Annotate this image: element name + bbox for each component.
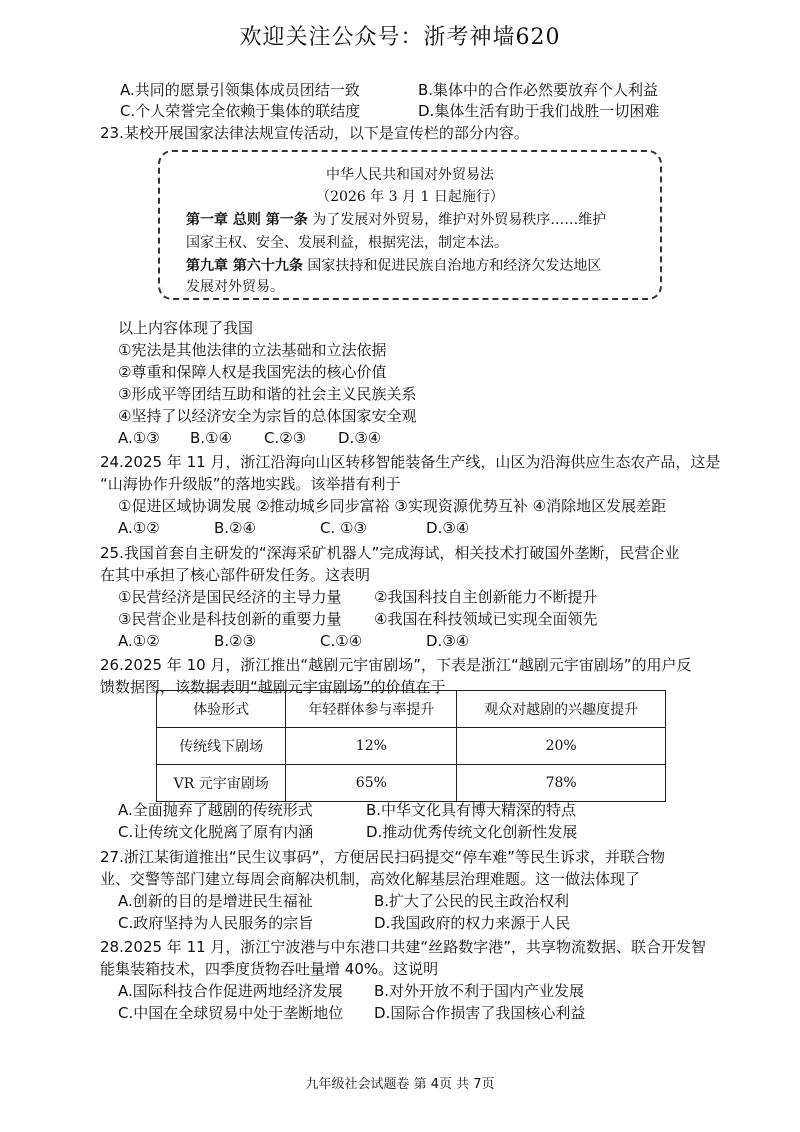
- law-article-1-line-1: 第一章 总则 第一条 为了发展对外贸易，维护对外贸易秩序……维护: [186, 212, 607, 228]
- q25-item-1: ①民营经济是国民经济的主导力量: [118, 588, 342, 606]
- q27-option-a: A.创新的目的是增进民生福祉: [118, 892, 313, 910]
- q25-option-c: C.①④: [320, 632, 363, 650]
- q24-option-b: B.②④: [214, 519, 256, 537]
- table-cell: 78%: [457, 765, 666, 802]
- q23-option-d: D.③④: [338, 429, 382, 447]
- q24-stem-line-2: “山海协作升级版”的落地实践。该举措有利于: [100, 475, 401, 493]
- q27-option-b: B.扩大了公民的民主政治权利: [374, 892, 570, 910]
- q23-item-3: ③形成平等团结互助和谐的社会主义民族关系: [118, 385, 417, 403]
- table-cell: 传统线下剧场: [157, 728, 286, 765]
- q25-option-a: A.①②: [118, 632, 160, 650]
- table-cell: 65%: [286, 765, 457, 802]
- page-footer: 九年级社会试题卷 第 4页 共 7页: [305, 1077, 495, 1092]
- law-article-69-line-1: 第九章 第六十九条 国家扶持和促进民族自治地方和经济欠发达地区: [186, 258, 602, 274]
- q26-stem-line-2: 馈数据图，该数据表明“越剧元宇宙剧场”的价值在于: [100, 678, 446, 696]
- table-header-cell: 年轻群体参与率提升: [286, 691, 457, 728]
- q23-option-b: B.①④: [190, 429, 232, 447]
- q28-stem-line-1: 28.2025 年 11 月，浙江宁波港与中东港口共建“丝路数字港”，共享物流数据、联合开发智: [100, 938, 706, 956]
- q24-items: ①促进区域协调发展 ②推动城乡同步富裕 ③实现资源优势互补 ④消除地区发展差距: [118, 497, 667, 515]
- q25-item-3: ③民营企业是科技创新的重要力量: [118, 610, 342, 628]
- q22-option-d: D.集体生活有助于我们战胜一切困难: [418, 102, 660, 120]
- q26-stem-line-1: 26.2025 年 10 月，浙江推出“越剧元宇宙剧场”，下表是浙江“越剧元宇宙剧场”的用户反: [100, 656, 692, 674]
- table-header-cell: 体验形式: [157, 691, 286, 728]
- q23-lead: 以上内容体现了我国: [118, 319, 254, 337]
- q28-stem-line-2: 能集装箱技术，四季度货物吞吐量增 40%。这说明: [100, 960, 439, 978]
- law-title: 中华人民共和国对外贸易法: [326, 167, 494, 183]
- feedback-data-table: [156, 690, 666, 802]
- q22-option-a: A.共同的愿景引领集体成员团结一致: [120, 81, 360, 99]
- page-header: 欢迎关注公众号：浙考神墙620: [239, 25, 561, 50]
- q26-option-a: A.全面抛弃了越剧的传统形式: [118, 801, 313, 819]
- q22-option-c: C.个人荣誉完全依赖于集体的联结度: [120, 102, 361, 120]
- q23-stem: 23.某校开展国家法律法规宣传活动，以下是宣传栏的部分内容。: [100, 124, 529, 142]
- q26-option-d: D.推动优秀传统文化创新性发展: [366, 823, 578, 841]
- table-header-cell: 观众对越剧的兴趣度提升: [457, 691, 666, 728]
- q24-option-c: C. ①③: [320, 519, 367, 537]
- q25-stem-line-1: 25.我国首套自主研发的“深海采矿机器人”完成海试，相关技术打破国外垄断，民营企业: [100, 544, 680, 562]
- table-row: [157, 728, 666, 765]
- q27-option-d: D.我国政府的权力来源于人民: [374, 914, 571, 932]
- table-cell: 12%: [286, 728, 457, 765]
- q28-option-b: B.对外开放不利于国内产业发展: [374, 982, 585, 1000]
- law-effective-date: （2026 年 3 月 1 日起施行）: [316, 189, 504, 205]
- q26-option-c: C.让传统文化脱离了原有内涵: [118, 823, 314, 841]
- q22-option-b: B.集体中的合作必然要放弃个人利益: [418, 81, 659, 99]
- table-header-row: [157, 691, 666, 728]
- q23-item-1: ①宪法是其他法律的立法基础和立法依据: [118, 341, 387, 359]
- q25-option-b: B.②③: [214, 632, 256, 650]
- q25-item-4: ④我国在科技领域已实现全面领先: [374, 610, 598, 628]
- q23-item-4: ④坚持了以经济安全为宗旨的总体国家安全观: [118, 407, 417, 425]
- q24-option-d: D.③④: [426, 519, 470, 537]
- q26-option-b: B.中华文化具有博大精深的特点: [366, 801, 577, 819]
- q28-option-d: D.国际合作损害了我国核心利益: [374, 1004, 586, 1022]
- q27-stem-line-2: 业、交警等部门建立每周会商解决机制，高效化解基层治理难题。这一做法体现了: [100, 870, 641, 888]
- q28-option-a: A.国际科技合作促进两地经济发展: [118, 982, 343, 1000]
- table-cell: 20%: [457, 728, 666, 765]
- table-cell: VR 元宇宙剧场: [157, 765, 286, 802]
- table-row: [157, 765, 666, 802]
- q25-stem-line-2: 在其中承担了核心部件研发任务。这表明: [100, 566, 371, 584]
- q23-option-a: A.①③: [118, 429, 160, 447]
- q24-option-a: A.①②: [118, 519, 160, 537]
- law-bulletin-box: [158, 150, 662, 300]
- q28-option-c: C.中国在全球贸易中处于垄断地位: [118, 1004, 344, 1022]
- q23-item-2: ②尊重和保障人权是我国宪法的核心价值: [118, 363, 387, 381]
- q24-stem-line-1: 24.2025 年 11 月，浙江沿海向山区转移智能装备生产线，山区为沿海供应生态农产品，这是: [100, 453, 721, 471]
- q27-stem-line-1: 27.浙江某街道推出“民生议事码”，方便居民扫码提交“停车难”等民生诉求，并联合物: [100, 848, 665, 866]
- q27-option-c: C.政府坚持为人民服务的宗旨: [118, 914, 314, 932]
- q25-option-d: D.③④: [426, 632, 470, 650]
- q23-option-c: C.②③: [264, 429, 307, 447]
- law-article-69-line-2: 发展对外贸易。: [186, 279, 284, 295]
- q25-item-2: ②我国科技自主创新能力不断提升: [374, 588, 598, 606]
- law-article-1-line-2: 国家主权、安全、发展利益，根据宪法，制定本法。: [186, 235, 508, 251]
